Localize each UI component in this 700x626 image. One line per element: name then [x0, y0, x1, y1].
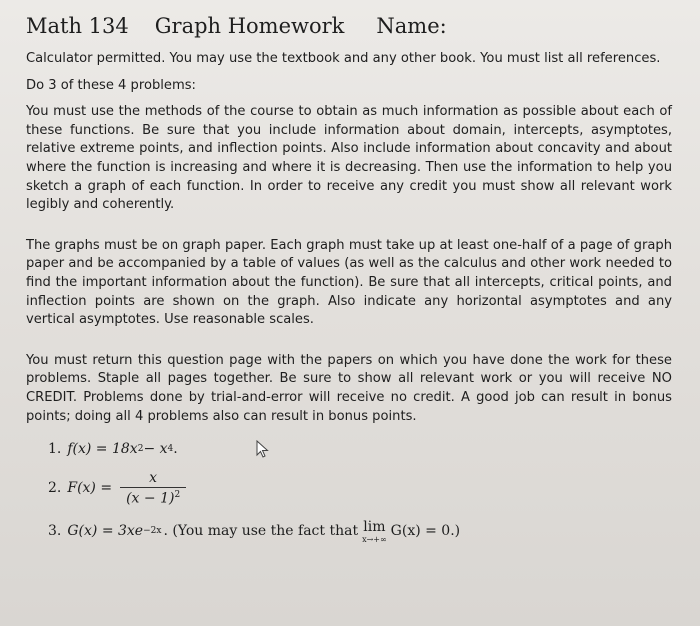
problem-1 — [48, 440, 672, 458]
exponent: 4 — [167, 444, 174, 455]
denominator-base: (x − 1) — [126, 490, 175, 507]
function-expression: − x — [143, 441, 168, 458]
function-expression: F(x) = — [67, 480, 113, 497]
problem-3 — [48, 519, 672, 544]
period: . — [173, 441, 178, 458]
hint-text: . (You may use the fact that — [163, 523, 359, 540]
problem-number: 1. — [48, 441, 62, 458]
exponent: 2 — [174, 490, 181, 501]
hint-text-end: G(x) = 0.) — [390, 523, 461, 540]
problem-count-instruction: Do 3 of these 4 problems: — [26, 77, 196, 93]
limit-operator — [362, 519, 387, 544]
problem-number: 3. — [48, 523, 62, 540]
graph-paper-paragraph: The graphs must be on graph paper. Each graph must take up at least one-half of a page of graph paper and be accompanied by a table of values (as well as the calculus and other work needed to find the important information about the function). Be sure that all intercepts, critical points, and inflection points are shown on the graph. Also indicate any horizontal asymptotes and any vertical asymptotes. Use reasonable scales. — [26, 237, 672, 328]
methods-paragraph: You must use the methods of the course to obtain as much information as possible about each of these functions. Be sure that you include information about domain, intercepts, asymptotes, relative extreme points, and inflection points. Also include information about concavity and about where the function is increasing and where it is decreasing. Then use the information to help you sketch a graph of each function. In order to receive any credit you must show all relevant work legibly and coherently. — [26, 104, 672, 213]
fraction-denominator — [120, 487, 186, 507]
function-expression: f(x) = 18x — [67, 441, 138, 458]
problem-2 — [48, 470, 672, 507]
mouse-cursor-icon — [256, 440, 270, 458]
problem-number: 2. — [48, 480, 62, 497]
problem-list — [26, 440, 672, 544]
exponent: 2 — [137, 444, 144, 455]
course-title: Math 134 — [26, 14, 129, 38]
page-header — [26, 14, 672, 38]
limit-subscript: x→+∞ — [362, 534, 387, 544]
exponent: −2x — [143, 526, 162, 537]
limit-label: lim — [363, 518, 386, 535]
return-paragraph: You must return this question page with the papers on which you have done the work for these problems. Staple all pages together. Be sure to show all relevant work or you will receive NO CREDIT. Problems done by trial-and-error will receive no credit. A good job can result in bonus points; doing all 4 problems also can result in bonus points. — [26, 352, 672, 424]
assignment-title: Graph Homework — [154, 14, 345, 38]
fraction-numerator: x — [149, 470, 158, 487]
calculator-instruction: Calculator permitted. You may use the textbook and any other book. You must list all references. — [26, 51, 661, 66]
name-label: Name: — [376, 14, 447, 38]
fraction — [120, 470, 186, 507]
function-expression: G(x) = 3xe — [67, 523, 144, 540]
